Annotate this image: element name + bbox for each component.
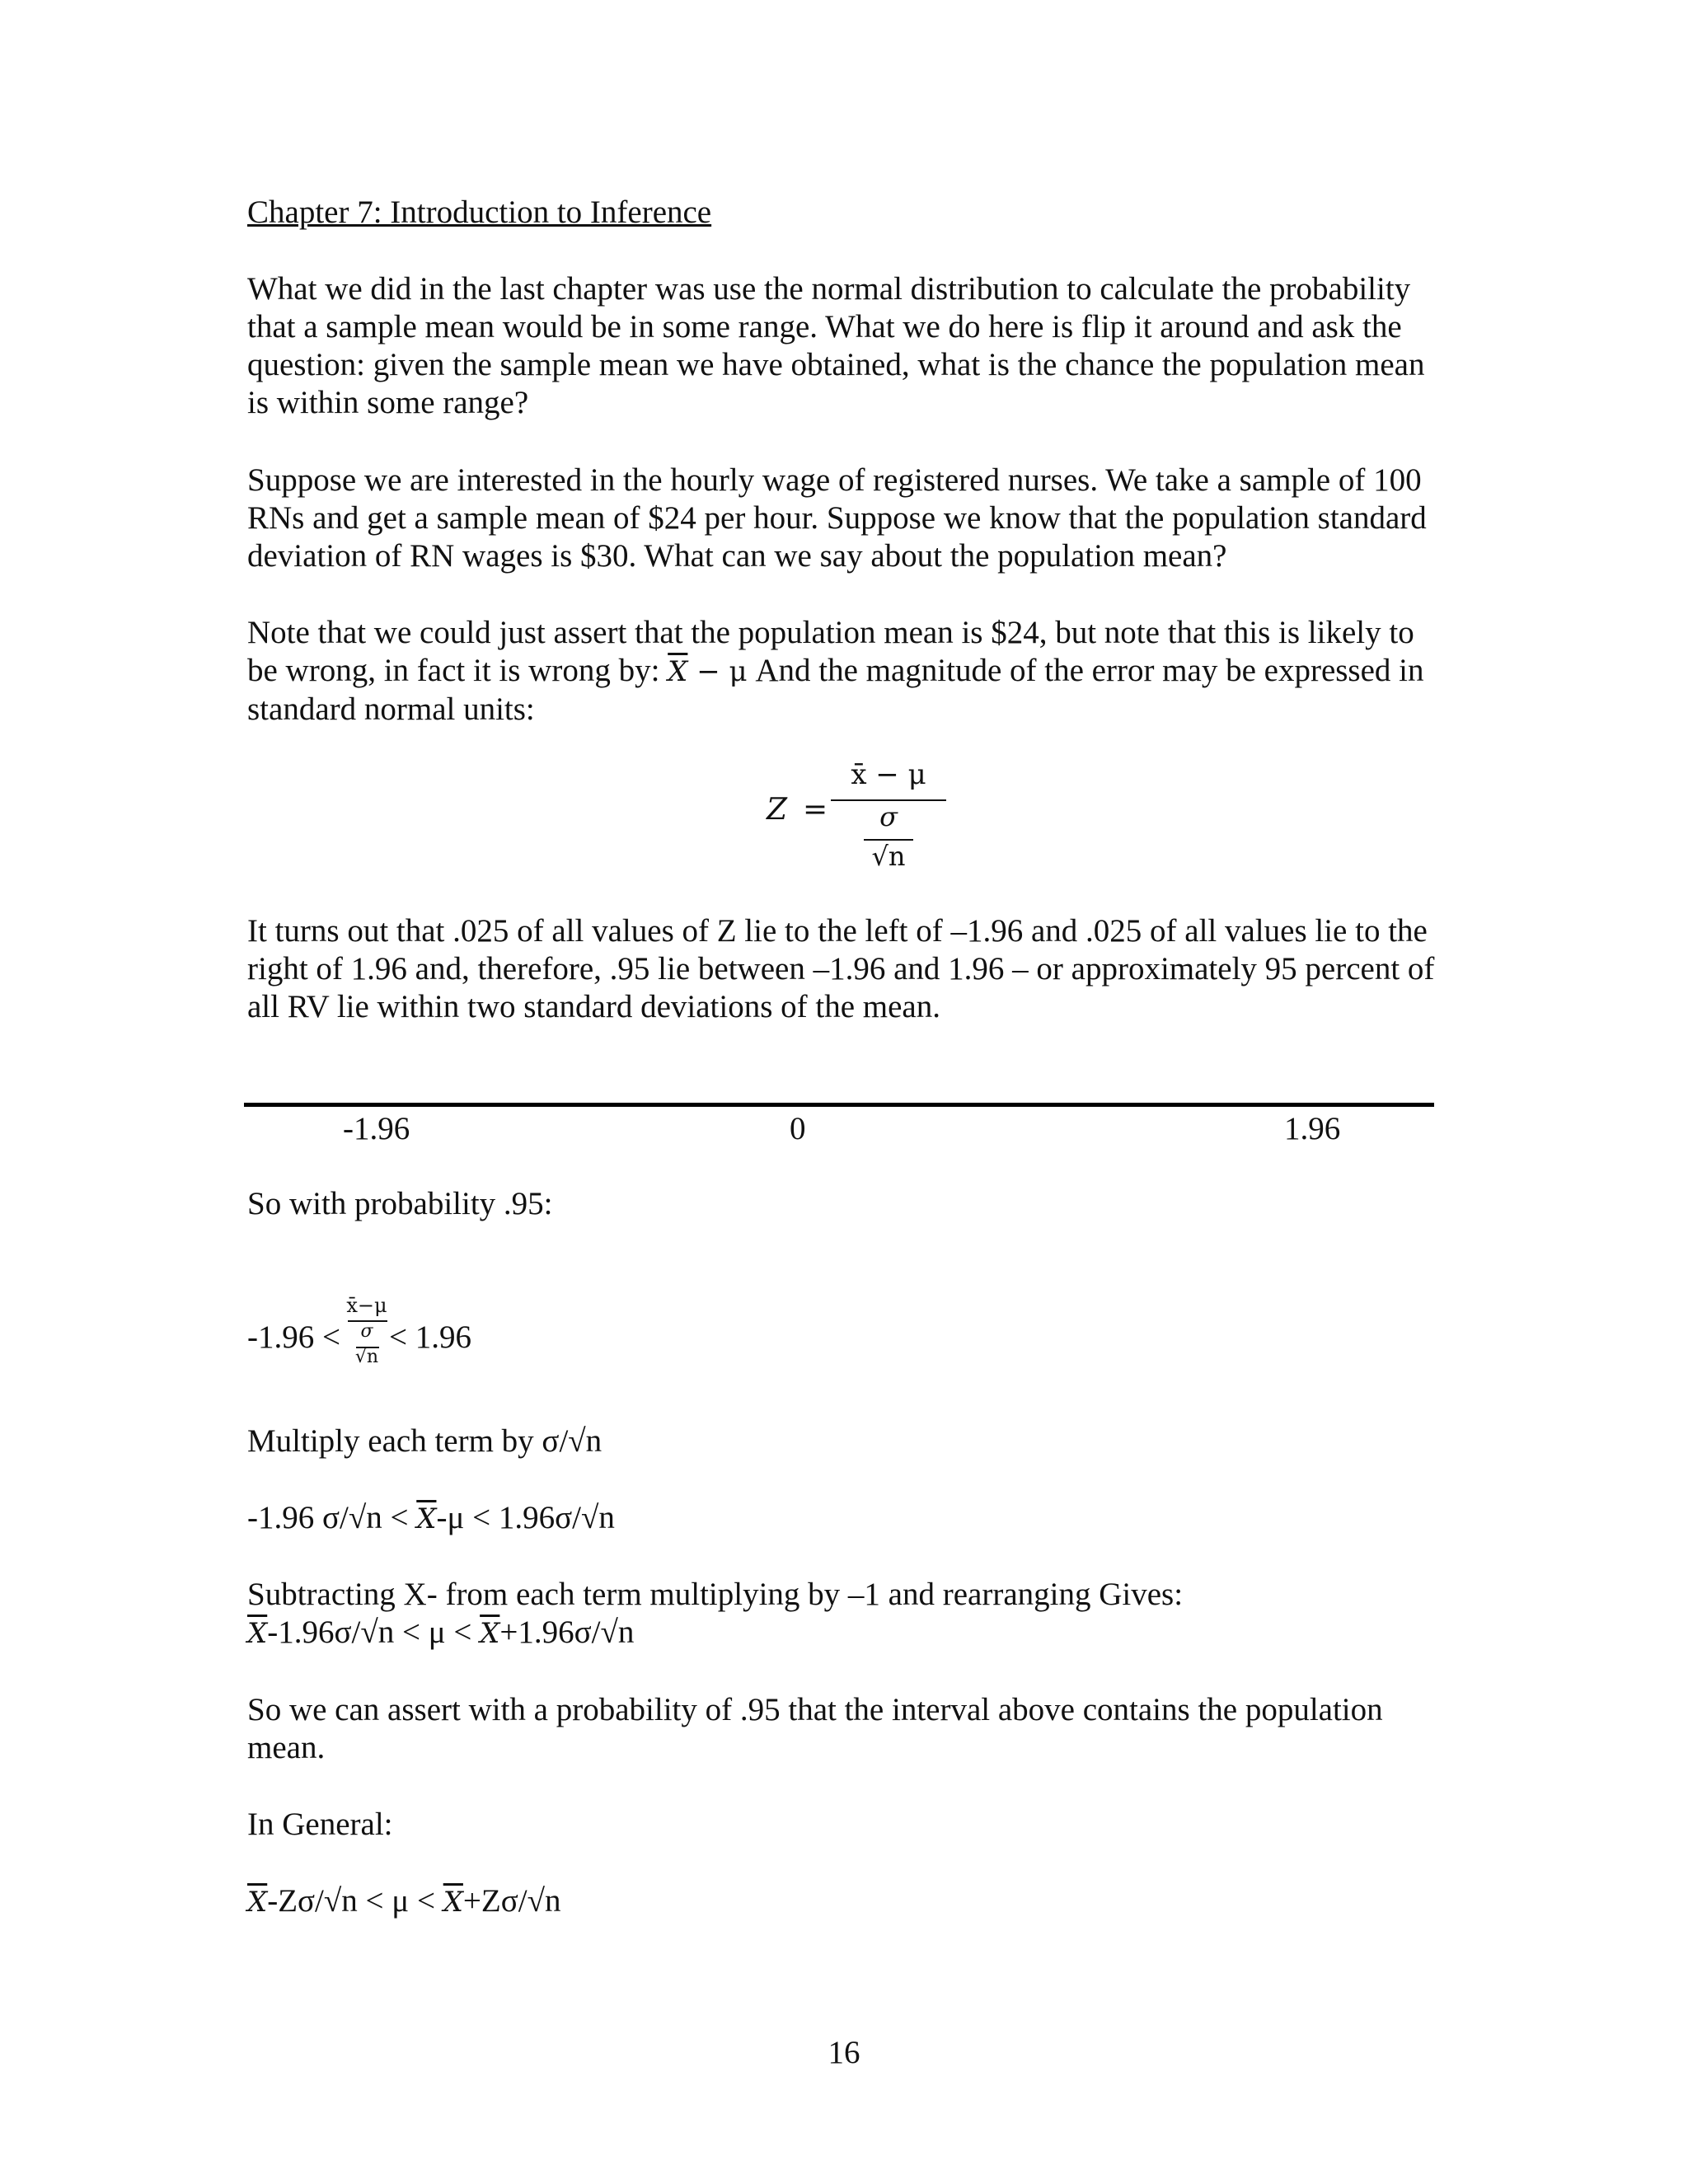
x-bar-symbol: $\overline{X}$ bbox=[416, 1502, 437, 1535]
x-bar-symbol: $\overline{X}$ bbox=[247, 1617, 268, 1650]
x-bar-symbol: $\overline{X}$ bbox=[480, 1617, 500, 1650]
eq3-mid: -Zσ/√n < μ < bbox=[267, 1883, 443, 1919]
inequality-right: < 1.96 bbox=[389, 1319, 471, 1355]
inequality-numerator: x̄−μ bbox=[346, 1294, 387, 1317]
z-sigma: σ bbox=[879, 801, 898, 832]
multiply-instruction: Multiply each term by σ/√n bbox=[247, 1423, 603, 1459]
probability-statement: So with probability .95: bbox=[247, 1186, 553, 1221]
z-score-formula bbox=[767, 758, 1014, 882]
general-heading: In General: bbox=[247, 1807, 393, 1842]
minus-mu-symbol: − μ bbox=[687, 655, 748, 688]
paragraph-z-values: It turns out that .025 of all values of Z lie to the left of –1.96 and .025 of all values lie to the right of 1.96 and, therefore, .95 lie between –1.96 and 1.96 – or approximately 95 percent of all RV lie within two standard deviations of the mean. bbox=[247, 913, 1435, 1024]
error-text-before: Note that we could just assert that the population mean is $24, but note that this is likely to be wrong, in fact it is wrong by: bbox=[247, 615, 1414, 688]
number-line-center-label: 0 bbox=[790, 1111, 806, 1146]
number-line bbox=[244, 1103, 1434, 1107]
confidence-interval-general bbox=[247, 1882, 561, 1921]
paragraph-error bbox=[247, 614, 1442, 729]
eq2-mid: -1.96σ/√n < μ < bbox=[267, 1615, 481, 1650]
z-numerator: x̄ − μ bbox=[851, 758, 926, 791]
z-symbol: Z bbox=[767, 793, 788, 827]
eq3-post: +Zσ/√n bbox=[462, 1883, 561, 1919]
equals-sign: = bbox=[803, 793, 828, 827]
paragraph-intro: What we did in the last chapter was use the normal distribution to calculate the probability that a sample mean would be in some range. What we do here is flip it around and ask the question: given the sample mean we have obtained, what is the chance the population mean is within some range? bbox=[247, 271, 1425, 420]
eq1-post: -μ < 1.96σ/√n bbox=[436, 1500, 615, 1535]
chapter-title: Chapter 7: Introduction to Inference bbox=[247, 194, 712, 230]
subtract-instruction: Subtracting X- from each term multiplying by –1 and rearranging Gives: bbox=[247, 1577, 1184, 1612]
equation-multiplied bbox=[247, 1499, 615, 1538]
x-bar-symbol: $\overline{X}$ bbox=[443, 1886, 463, 1919]
number-line-right-label: 1.96 bbox=[1284, 1111, 1341, 1146]
eq1-pre: -1.96 σ/√n < bbox=[247, 1500, 417, 1535]
inequality-formula bbox=[247, 1294, 577, 1385]
z-sqrt-n: √n bbox=[871, 841, 906, 872]
confidence-interval-95 bbox=[247, 1614, 634, 1652]
x-bar-symbol: $\overline{X}$ bbox=[247, 1886, 268, 1919]
eq2-post: +1.96σ/√n bbox=[499, 1615, 635, 1650]
assertion-paragraph: So we can assert with a probability of .95 that the interval above contains the population mean. bbox=[247, 1692, 1383, 1765]
error-text-after: And the magnitude of the error may be expressed in standard normal units: bbox=[247, 653, 1424, 727]
number-line-left-label: -1.96 bbox=[343, 1111, 410, 1146]
inequality-left: -1.96 < bbox=[247, 1319, 340, 1355]
inequality-sqrt-n: √n bbox=[354, 1347, 379, 1367]
page-number: 16 bbox=[828, 2035, 860, 2070]
inequality-sigma: σ bbox=[360, 1321, 373, 1342]
paragraph-example: Suppose we are interested in the hourly wage of registered nurses. We take a sample of 100 RNs and get a sample mean of $24 per hour. Suppose we know that the population standard deviation of RN wages is $30. What can we say about the population mean? bbox=[247, 462, 1427, 574]
x-bar-symbol: $\overline{X}$ bbox=[668, 655, 688, 688]
